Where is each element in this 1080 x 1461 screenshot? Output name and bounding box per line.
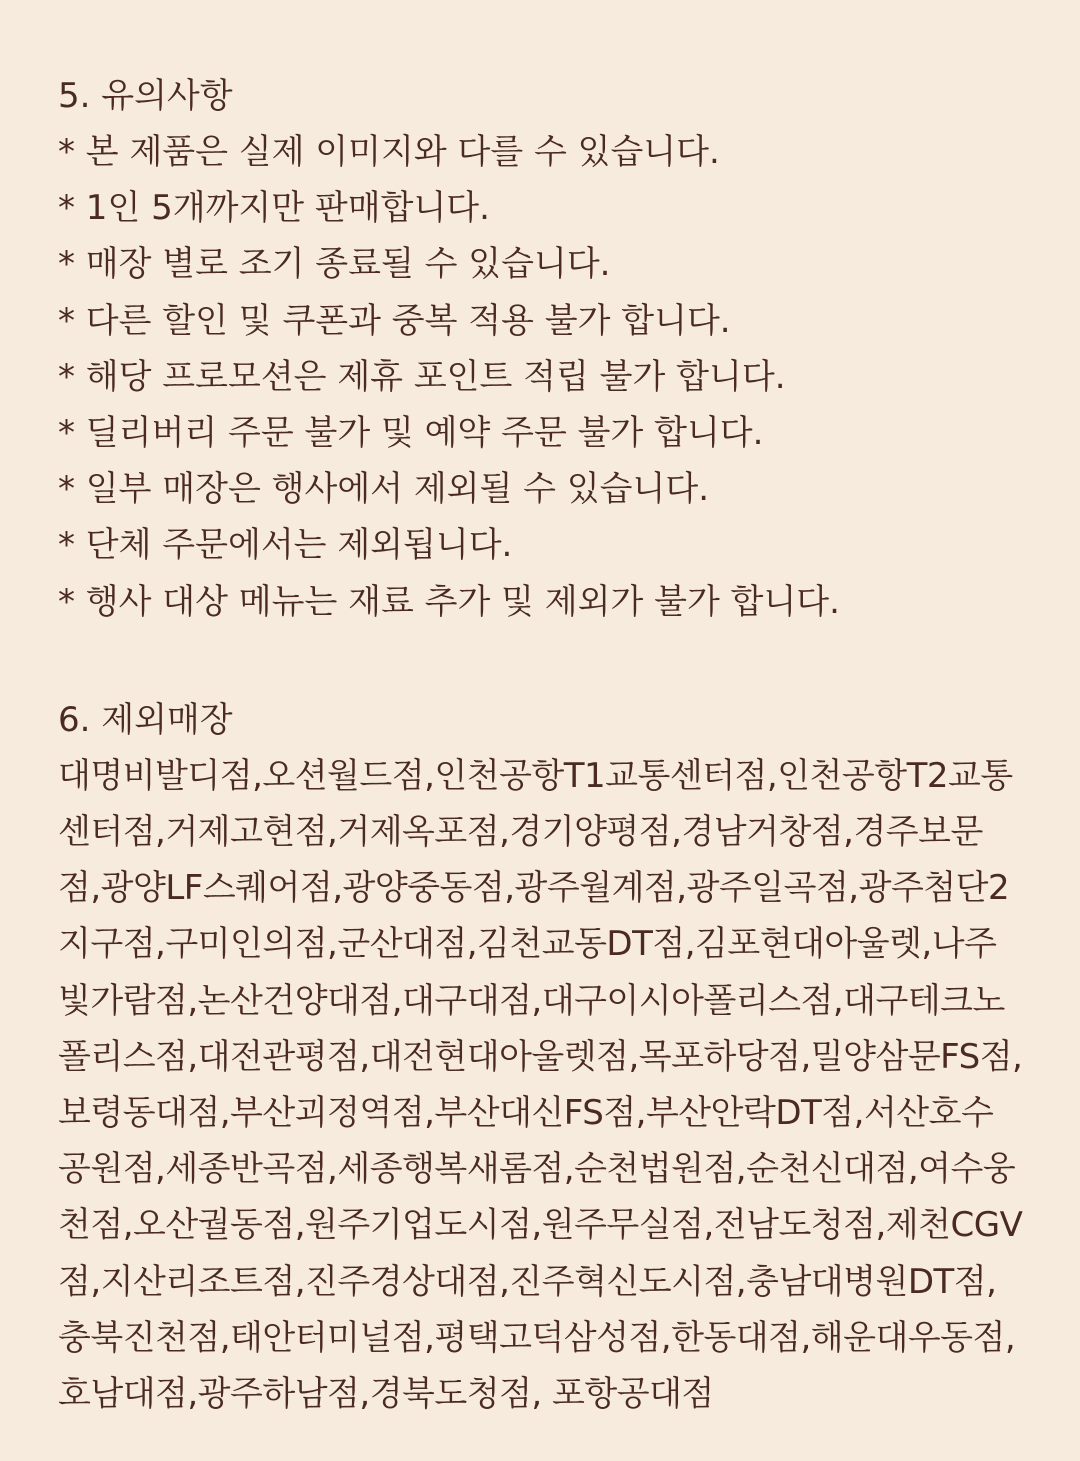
notice-section-title: 5. 유의사항 <box>58 76 233 116</box>
notice-item: * 다른 할인 및 쿠폰과 중복 적용 불가 합니다. <box>58 300 731 341</box>
notice-item: * 단체 주문에서는 제외됩니다. <box>58 525 513 566</box>
notice-item: * 일부 매장은 행사에서 제외될 수 있습니다. <box>58 469 709 510</box>
notice-item: * 매장 별로 조기 종료될 수 있습니다. <box>58 244 611 285</box>
notice-item: * 해당 프로모션은 제휴 포인트 적립 불가 합니다. <box>58 356 786 397</box>
excluded-section-title: 6. 제외매장 <box>58 699 233 740</box>
notice-item: * 1인 5개까지만 판매합니다. <box>58 188 490 229</box>
notice-item: * 행사 대상 메뉴는 재료 추가 및 제외가 불가 합니다. <box>58 581 840 622</box>
excluded-store-list: 대명비발디점,오션월드점,인천공항T1교통센터점,인천공항T2교통센터점,거제고현점,거제옥포점,경기양평점,경남거창점,경주보문점,광양LF스퀘어점,광양중동점,광주월계점,광주일곡점,광주첨단2지구점,구미인의점,군산대점,김천교동DT점,김포현대아울렛,나주빛가람점,논산건양대점,대구대점,대구이시아폴리스점,대구테크노폴리스점,대전관평점,대전현대아울렛점,목포하당점,밀양삼문FS점,보령동대점,부산괴정역점,부산대신FS점,부산안락DT점,서산호수공원점,세종반곡점,세종행복새롬점,순천법원점,순천신대점,여수웅천점,오산궐동점,원주기업도시점,원주무실점,전남도청점,제천CGV점,지산리조트점,진주경상대점,진주혁신도시점,충남대병원DT점,충북진천점,태안터미널점,평택고덕삼성점,한동대점,해운대우동점,호남대점,광주하남점,경북도청점, 포항공대점 <box>58 755 1023 1415</box>
notice-list <box>58 124 1022 630</box>
notice-item: * 본 제품은 실제 이미지와 다를 수 있습니다. <box>58 132 720 172</box>
section-spacer <box>58 630 1022 692</box>
notice-item: * 딜리버리 주문 불가 및 예약 주문 불가 합니다. <box>58 413 764 454</box>
